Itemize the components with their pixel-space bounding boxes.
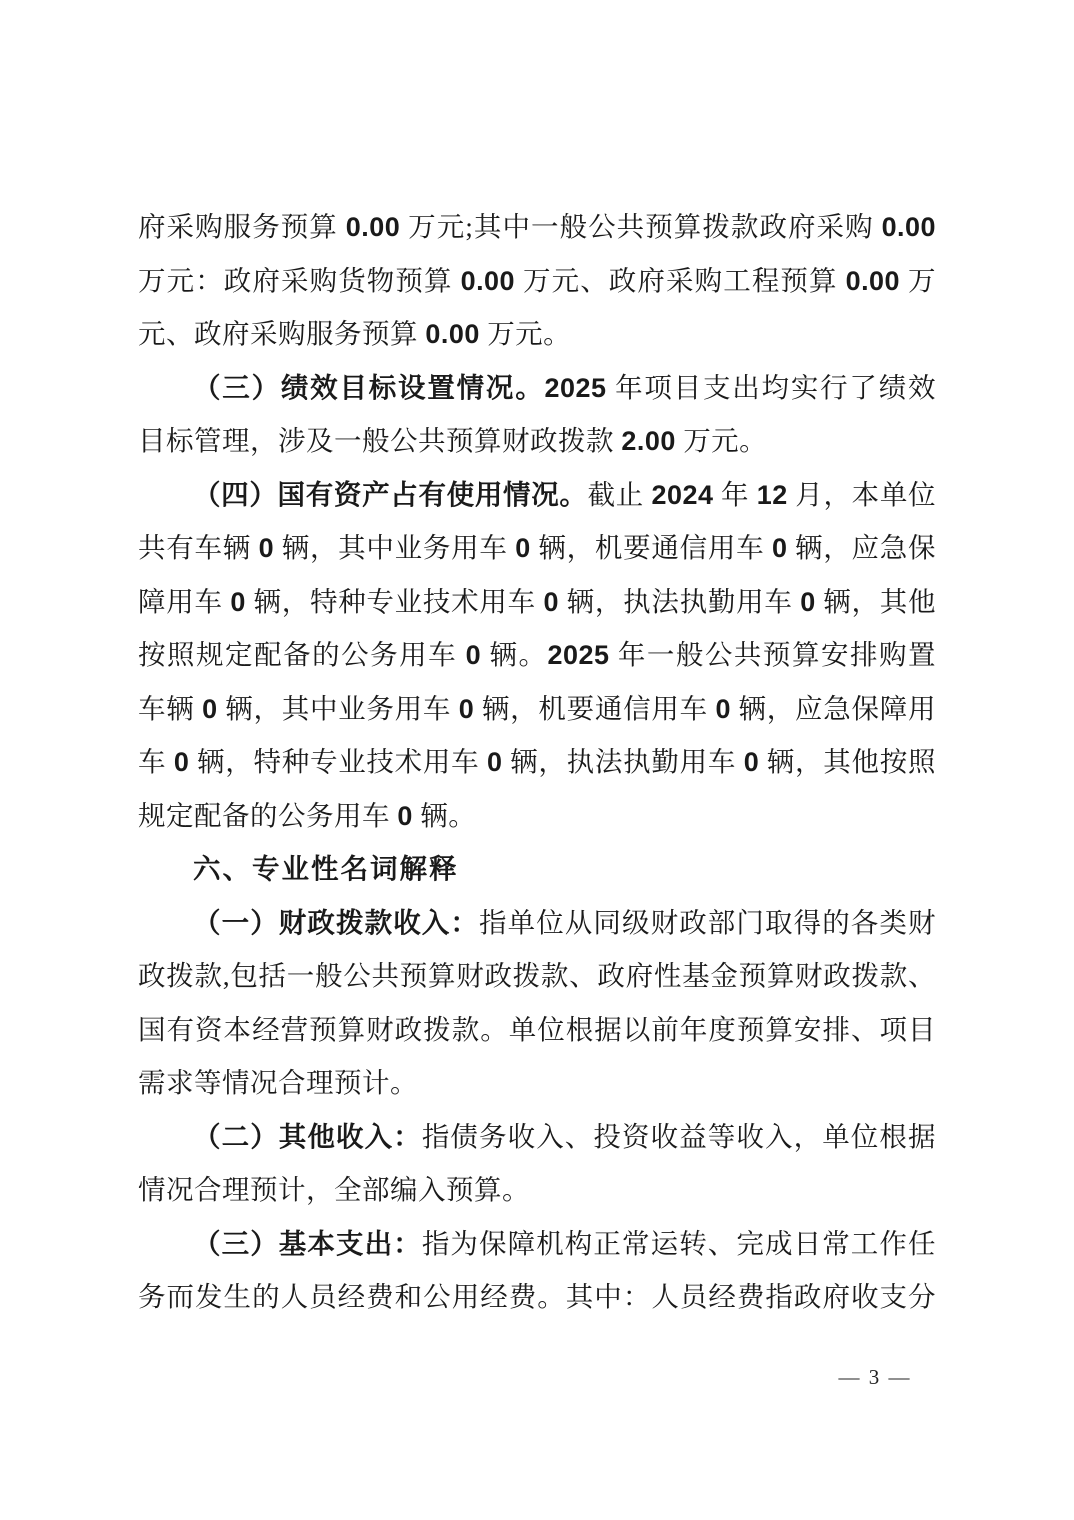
body-text: 指为保障机构正常运转、完成日常工作任 (421, 1227, 937, 1259)
body-line (138, 254, 936, 308)
body-line (138, 414, 936, 468)
body-text: 截止 2024 年 12 月，本单位 (587, 478, 937, 510)
body-text: 2025 年项目支出均实行了绩效 (544, 371, 937, 403)
body-line (138, 628, 936, 682)
body-text: 万元：政府采购货物预算 0.00 万元、政府采购工程预算 0.00 万 (138, 264, 937, 296)
body-text: 情况合理预计，全部编入预算。 (138, 1174, 530, 1205)
paragraph-lead: （四）国有资产占有使用情况。 (193, 478, 588, 510)
body-line (138, 789, 936, 843)
body-text: 共有车辆 0 辆，其中业务用车 0 辆，机要通信用车 0 辆，应急保 (138, 532, 937, 563)
body-line (138, 1110, 936, 1164)
body-line (138, 735, 936, 789)
body-line (138, 361, 936, 415)
body-line (138, 575, 936, 629)
body-line (138, 468, 936, 522)
body-line (138, 1217, 936, 1271)
body-line (138, 307, 936, 361)
paragraph-lead: （二）其他收入： (193, 1120, 422, 1152)
body-text: 按照规定配备的公务用车 0 辆。2025 年一般公共预算安排购置 (138, 639, 937, 670)
body-text: 车 0 辆，特种专业技术用车 0 辆，执法执勤用车 0 辆，其他按照 (138, 746, 937, 777)
body-line (138, 1270, 936, 1324)
page-body (138, 200, 936, 1324)
body-line (138, 521, 936, 575)
body-text: 务而发生的人员经费和公用经费。其中：人员经费指政府收支分 (138, 1281, 936, 1312)
body-line (138, 896, 936, 950)
body-line (138, 1003, 936, 1057)
body-text: 政拨款,包括一般公共预算财政拨款、政府性基金预算财政拨款、 (138, 960, 936, 991)
body-text: 府采购服务预算 0.00 万元;其中一般公共预算拨款政府采购 0.00 (138, 211, 937, 242)
body-text: 障用车 0 辆，特种专业技术用车 0 辆，执法执勤用车 0 辆，其他 (138, 585, 937, 617)
body-text: 需求等情况合理预计。 (138, 1067, 418, 1098)
body-line (138, 842, 936, 896)
body-text: 指单位从同级财政部门取得的各类财 (479, 906, 936, 938)
body-text: 指债务收入、投资收益等收入，单位根据 (421, 1120, 937, 1152)
body-line (138, 1056, 936, 1110)
body-line (138, 682, 936, 736)
body-line (138, 200, 936, 254)
body-text: 规定配备的公务用车 0 辆。 (138, 799, 477, 831)
body-line (138, 1163, 936, 1217)
body-text: 元、政府采购服务预算 0.00 万元。 (138, 318, 572, 349)
paragraph-lead: （三）绩效目标设置情况。 (193, 371, 545, 403)
page-number: — 3 — (838, 1365, 912, 1389)
body-text: 目标管理，涉及一般公共预算财政拨款 2.00 万元。 (138, 425, 768, 456)
section-heading: 六、专业性名词解释 (193, 853, 459, 884)
paragraph-lead: （一）财政拨款收入： (193, 906, 479, 938)
body-text: 国有资本经营预算财政拨款。单位根据以前年度预算安排、项目 (138, 1013, 936, 1045)
body-line (138, 949, 936, 1003)
paragraph-lead: （三）基本支出： (193, 1227, 422, 1259)
body-text: 车辆 0 辆，其中业务用车 0 辆，机要通信用车 0 辆，应急保障用 (138, 692, 937, 724)
